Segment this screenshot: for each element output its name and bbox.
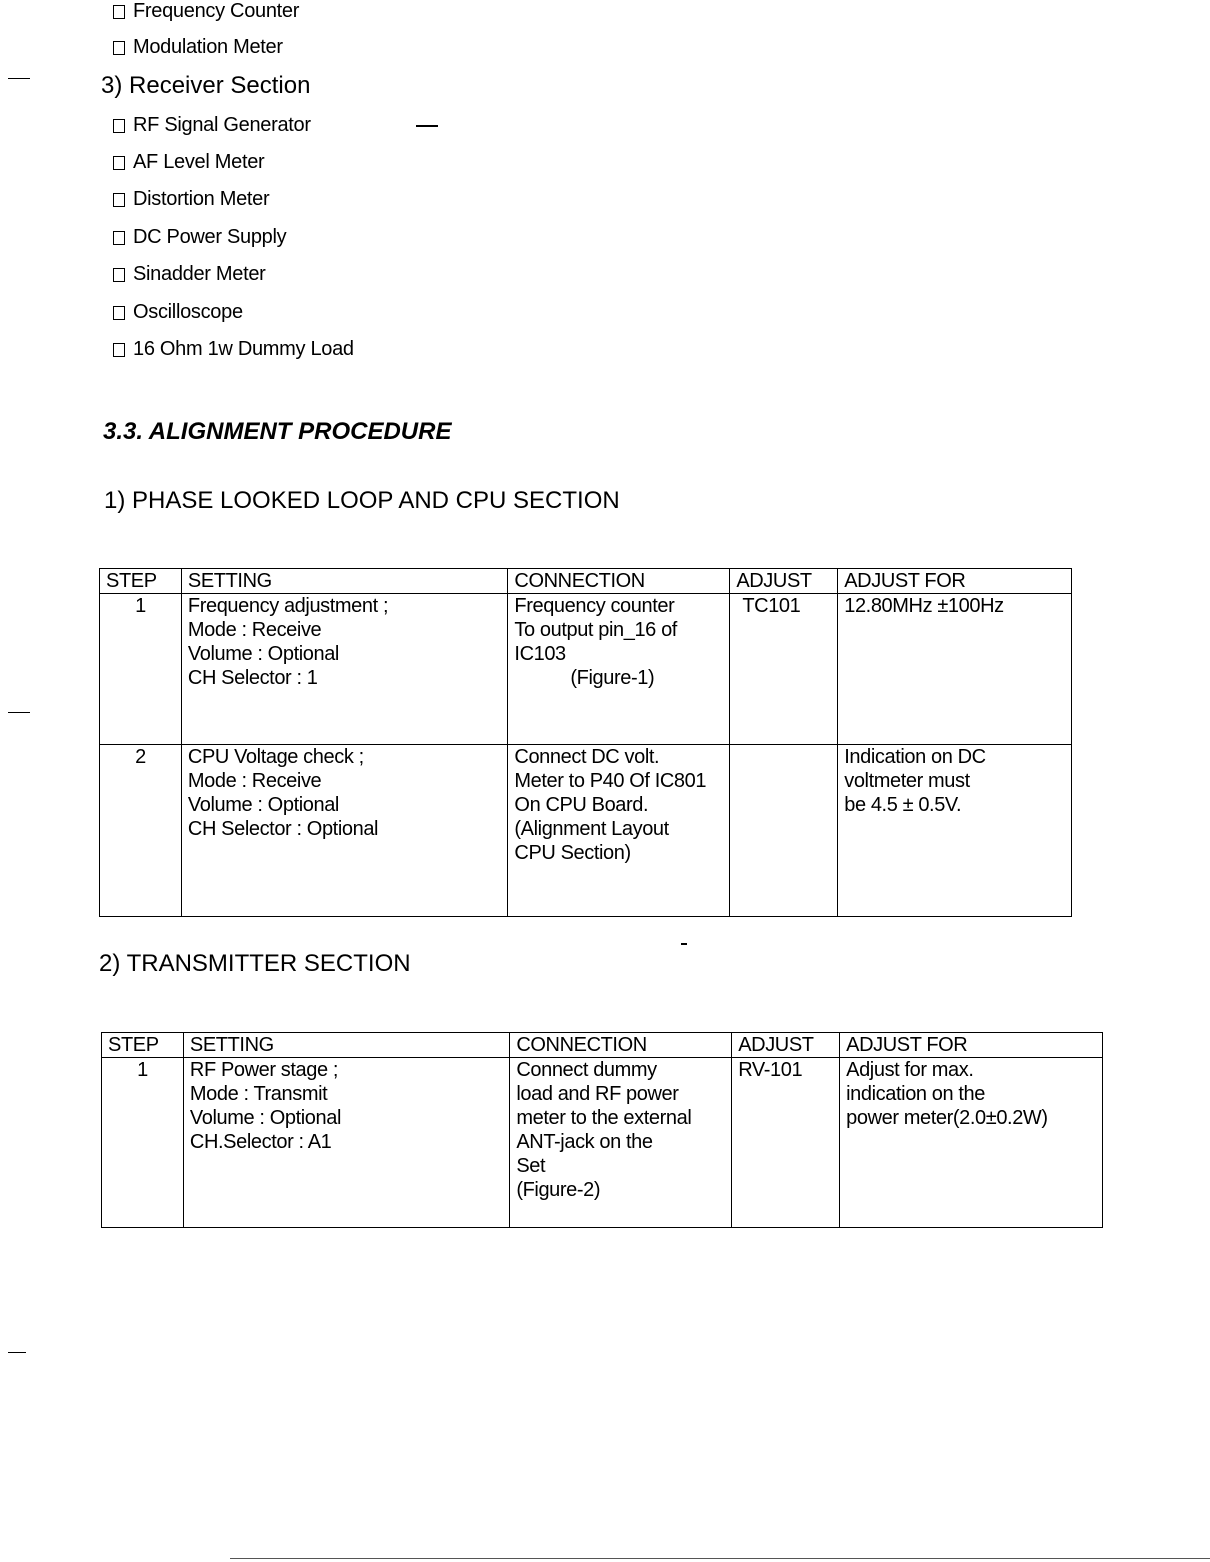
step-cell: 1 — [102, 1058, 184, 1228]
checkbox-icon — [113, 231, 125, 245]
checkbox-icon — [113, 268, 125, 282]
table-row — [100, 745, 1072, 917]
column-header: ADJUST — [732, 1033, 840, 1058]
column-header: STEP — [102, 1033, 184, 1058]
setting-cell: CPU Voltage check ; Mode : Receive Volume : Optional CH Selector : Optional — [181, 745, 508, 917]
column-header: CONNECTION — [508, 569, 730, 594]
scan-mark — [681, 943, 687, 945]
list-item: Modulation Meter — [113, 36, 283, 59]
step-cell: 1 — [100, 594, 182, 745]
scan-mark — [8, 78, 30, 79]
table-row — [102, 1058, 1103, 1228]
list-item: Oscilloscope — [113, 301, 243, 324]
checkbox-icon — [113, 156, 125, 170]
column-header: STEP — [100, 569, 182, 594]
checkbox-icon — [113, 306, 125, 320]
adjust-cell: TC101 — [730, 594, 838, 745]
procedure-title: 3.3. ALIGNMENT PROCEDURE — [103, 418, 452, 445]
checkbox-icon — [113, 41, 125, 55]
scan-mark — [8, 1352, 26, 1353]
scan-mark — [416, 125, 438, 127]
pll-alignment-table — [99, 568, 1072, 917]
column-header: ADJUST — [730, 569, 838, 594]
column-header: ADJUST FOR — [838, 569, 1072, 594]
connection-cell: Frequency counter To output pin_16 of IC103 (Figure-1) — [508, 594, 730, 745]
list-item: Sinadder Meter — [113, 263, 266, 286]
column-header: ADJUST FOR — [840, 1033, 1103, 1058]
scan-mark — [8, 712, 30, 713]
checkbox-icon — [113, 343, 125, 357]
table-header-row — [102, 1033, 1103, 1058]
column-header: CONNECTION — [510, 1033, 732, 1058]
list-item: DC Power Supply — [113, 226, 286, 249]
checkbox-icon — [113, 193, 125, 207]
transmitter-alignment-table — [101, 1032, 1103, 1228]
list-item: AF Level Meter — [113, 151, 264, 174]
table-header-row — [100, 569, 1072, 594]
adjust-for-cell: Indication on DC voltmeter must be 4.5 ± 0.5V. — [838, 745, 1072, 917]
checkbox-icon — [113, 119, 125, 133]
pll-section-heading: 1) PHASE LOOKED LOOP AND CPU SECTION — [104, 487, 620, 514]
adjust-cell — [730, 745, 838, 917]
column-header: SETTING — [183, 1033, 509, 1058]
list-item: RF Signal Generator — [113, 114, 311, 137]
receiver-section-heading: 3) Receiver Section — [101, 72, 311, 99]
list-item: Distortion Meter — [113, 188, 269, 211]
page-edge-rule — [230, 1558, 1210, 1559]
list-item: Frequency Counter — [113, 0, 299, 23]
connection-cell: Connect DC volt. Meter to P40 Of IC801 On CPU Board. (Alignment Layout CPU Section) — [508, 745, 730, 917]
step-cell: 2 — [100, 745, 182, 917]
setting-cell: Frequency adjustment ; Mode : Receive Volume : Optional CH Selector : 1 — [181, 594, 508, 745]
adjust-for-cell: 12.80MHz ±100Hz — [838, 594, 1072, 745]
connection-cell: Connect dummy load and RF power meter to the external ANT-jack on the Set (Figure-2) — [510, 1058, 732, 1228]
adjust-cell: RV-101 — [732, 1058, 840, 1228]
column-header: SETTING — [181, 569, 508, 594]
setting-cell: RF Power stage ; Mode : Transmit Volume : Optional CH.Selector : A1 — [183, 1058, 509, 1228]
list-item: 16 Ohm 1w Dummy Load — [113, 338, 354, 361]
checkbox-icon — [113, 5, 125, 19]
transmitter-section-heading: 2) TRANSMITTER SECTION — [99, 950, 411, 977]
table-row — [100, 594, 1072, 745]
adjust-for-cell: Adjust for max. indication on the power meter(2.0±0.2W) — [840, 1058, 1103, 1228]
